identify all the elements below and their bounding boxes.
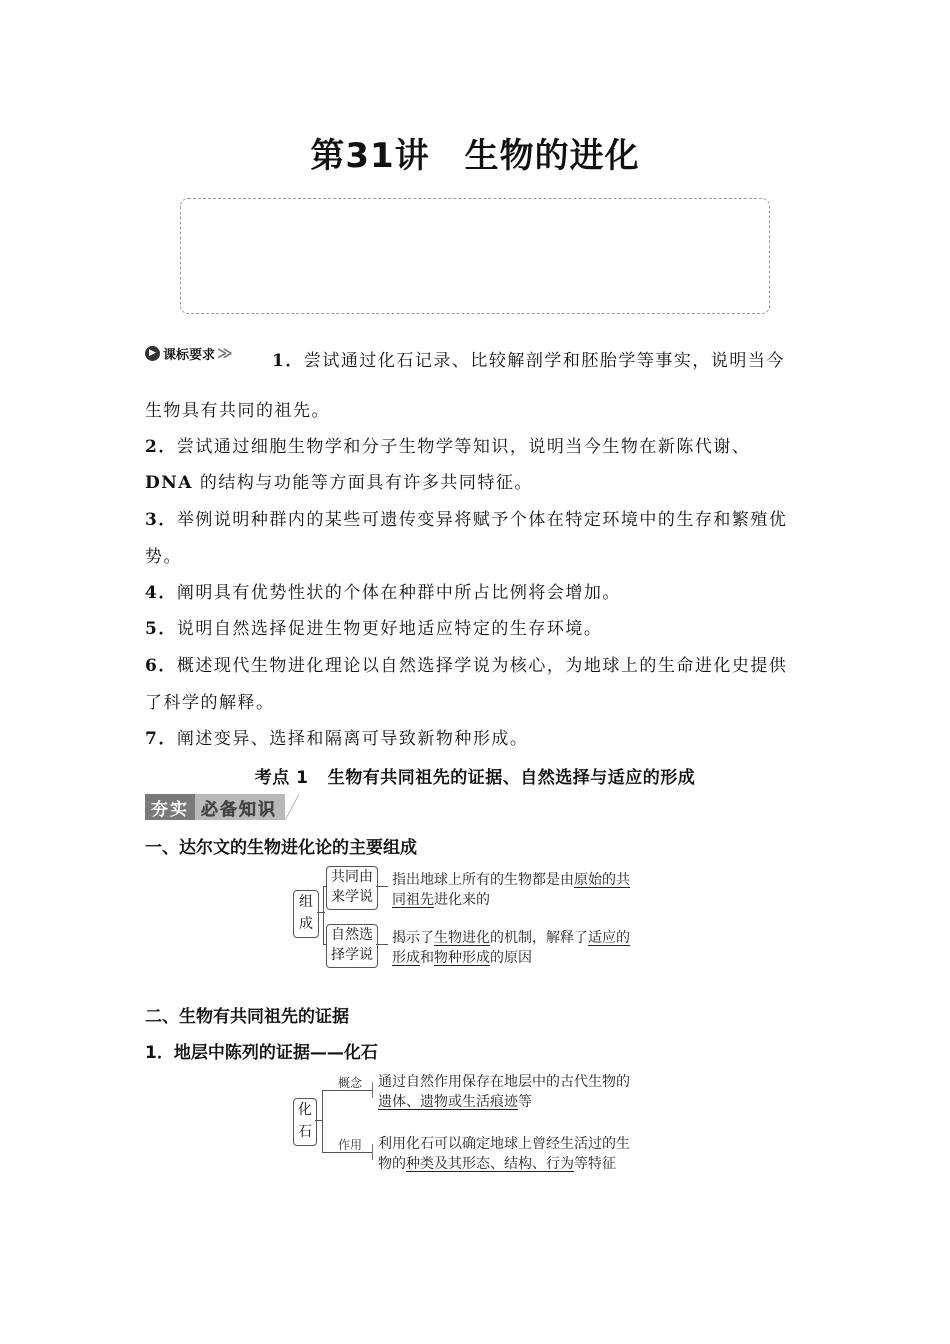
req-4: 4．阐明具有优势性状的个体在种群中所占比例将会增加。: [145, 583, 621, 603]
usage-label: 作用: [338, 1138, 363, 1152]
connector: [372, 1082, 373, 1098]
play-circle-icon: ▶: [145, 346, 160, 361]
req-2-line1: 2．尝试通过细胞生物学和分子生物学等知识，说明当今生物在新陈代谢、: [145, 437, 751, 457]
banner-part2: 必备知识: [195, 794, 285, 820]
req-6-line2: 了科学的解释。: [145, 693, 275, 713]
req-3-line1: 3．举例说明种群内的某些可遗传变异将赋予个体在特定环境中的生存和繁殖优: [145, 510, 788, 530]
branch-box-common-descent: 共同由来学说: [326, 866, 378, 910]
section2-heading: 二、生物有共同祖先的证据: [145, 1007, 349, 1027]
kaodian-heading: 考点 1 生物有共同祖先的证据、自然选择与适应的形成: [254, 768, 696, 788]
connector: [376, 944, 388, 945]
concept-text: 通过自然作用保存在地层中的古代生物的 遗体、遗物或生活痕迹等: [378, 1074, 630, 1110]
req-2-line2: DNA 的结构与功能等方面具有许多共同特征。: [145, 473, 533, 493]
req-3-line2: 势。: [145, 547, 182, 567]
concept-label: 概念: [338, 1076, 363, 1090]
root-box-fossil: 化石: [293, 1098, 317, 1146]
section2-subheading: 1．地层中陈列的证据——化石: [145, 1043, 378, 1063]
section-banner: [145, 794, 299, 820]
connector: [376, 886, 388, 887]
branch1-text: 指出地球上所有的生物都是由原始的共 同祖先进化来的: [392, 872, 630, 908]
branch-box-natural-selection: 自然选择学说: [326, 924, 378, 968]
usage-text: 利用化石可以确定地球上曾经生活过的生 物的种类及其形态、结构、行为等特征: [378, 1136, 630, 1172]
curriculum-badge: [145, 344, 233, 362]
section1-heading: 一、达尔文的生物进化论的主要组成: [145, 838, 417, 858]
req-1-line1: 1．尝试通过化石记录、比较解剖学和胚胎学等事实，说明当今: [272, 351, 785, 371]
page-title: 第31讲 生物的进化: [310, 136, 640, 176]
req-6-line1: 6．概述现代生物进化理论以自然选择学说为核心，为地球上的生命进化史提供: [145, 656, 788, 676]
req-1-line2: 生物具有共同的祖先。: [145, 401, 330, 421]
badge-label: 课标要求: [163, 347, 216, 363]
root-box-zucheng: 组成: [293, 890, 319, 938]
badge-arrow: ≫: [217, 344, 233, 362]
banner-tail: [285, 794, 299, 820]
connector: [322, 1090, 323, 1152]
banner-part1: 夯实: [145, 794, 195, 820]
branch2-text: 揭示了生物进化的机制，解释了适应的 形成和物种形成的原因: [392, 930, 630, 966]
req-5: 5．说明自然选择促进生物更好地适应特定的生存环境。: [145, 619, 603, 639]
req-7: 7．阐述变异、选择和隔离可导致新物种形成。: [145, 729, 529, 749]
connector: [323, 886, 324, 944]
connector: [372, 1144, 373, 1160]
empty-dashed-box: [180, 198, 770, 314]
